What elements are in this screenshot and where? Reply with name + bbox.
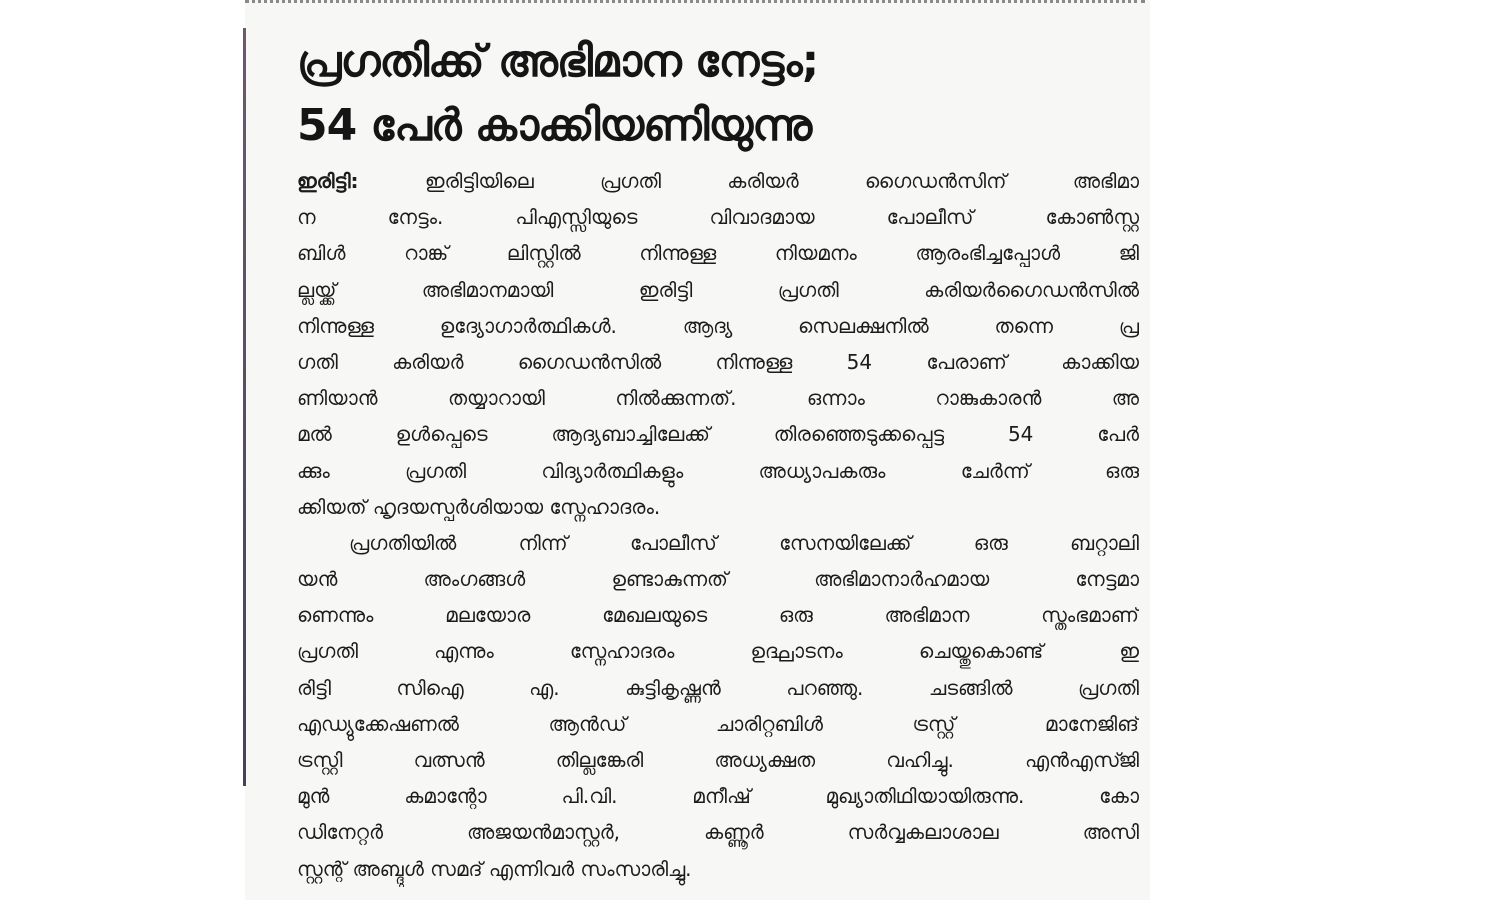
article-line-11: പ്രഗതിയിൽ നിന്ന് പോലീസ് സേനയിലേക്ക് ഒരു ബറ്റാലി	[349, 530, 1139, 555]
article-line-8: മൽ ഉൾപ്പെടെ ആദ്യബാച്ചിലേക്ക് തിരഞ്ഞെടുക്കപ്പെട്ട 54 പേർ	[297, 422, 1139, 447]
article-line-3: ബിൾ റാങ്ക് ലിസ്റ്റിൽ നിന്നുള്ള നിയമനം ആരംഭിച്ചപ്പോൾ ജി	[297, 241, 1139, 266]
article-line-13: ണെന്നും മലയോര മേഖലയുടെ ഒരു അഭിമാന സ്തംഭമാണ്	[297, 603, 1139, 628]
article-line-10: ക്കിയത് ഹൃദയസ്പർശിയായ സ്നേഹാദരം.	[297, 494, 661, 519]
headline-line-2: 54 പേർ കാക്കിയണിയുന്നു	[297, 100, 812, 151]
top-dotted-divider	[245, 0, 1145, 7]
column-divider-line	[243, 28, 246, 786]
article-line-4: ല്ലയ്ക്ക് അഭിമാനമായി ഇരിട്ടി പ്രഗതി കരിയർഗൈഡൻസിൽ	[297, 277, 1139, 302]
article-line-14: പ്രഗതി എന്നും സ്നേഹാദരം ഉദ്ഘാടനം ചെയ്തുകൊണ്ട് ഇ	[297, 639, 1139, 664]
article-line-15: രിട്ടി സിഐ എ. കുട്ടികൃഷ്ണൻ പറഞ്ഞു. ചടങ്ങിൽ പ്രഗതി	[297, 675, 1139, 700]
headline-line-1: പ്രഗതിക്ക് അഭിമാന നേട്ടം;	[297, 36, 819, 87]
article-line-19: ഡിനേറ്റർ അജയൻമാസ്റ്റർ, കണ്ണൂർ സർവ്വകലാശാല അസി	[297, 820, 1139, 845]
article-line-1	[297, 163, 1139, 199]
article-line-2: ന നേട്ടം. പിഎസ്സിയുടെ വിവാദമായ പോലീസ് കോൺസ്റ്റ	[297, 205, 1139, 230]
article-line-7: ണിയാൻ തയ്യാറായി നിൽക്കുന്നത്. ഒന്നാം റാങ്കുകാരൻ അ	[297, 386, 1139, 411]
article-body	[297, 163, 1139, 887]
article-line-text: ഇരിട്ടിയിലെ പ്രഗതി കരിയർ ഗൈഡൻസിന് അഭിമാ	[424, 169, 1139, 193]
article-line-6: ഗതി കരിയർ ഗൈഡൻസിൽ നിന്നുള്ള 54 പേരാണ് കാക്കിയ	[297, 349, 1139, 374]
dateline: ഇരിട്ടി:	[297, 169, 359, 193]
article-headline	[297, 30, 1137, 158]
article-line-16: എഡ്യുക്കേഷണൽ ആൻഡ് ചാരിറ്റബിൾ ട്രസ്റ്റ് മാനേജിങ്	[297, 711, 1139, 736]
article-line-12: യൻ അംഗങ്ങൾ ഉണ്ടാകുന്നത് അഭിമാനാർഹമായ നേട്ടമാ	[297, 567, 1139, 592]
article-line-20: സ്റ്റന്റ് അബ്ദുൾ സമദ് എന്നിവർ സംസാരിച്ചു.	[297, 856, 692, 881]
article-line-9: ക്കും പ്രഗതി വിദ്യാർത്ഥികളും അധ്യാപകരും ചേർന്ന് ഒരു	[297, 458, 1139, 483]
article-line-18: മുൻ കമാന്റോ പി.വി. മനീഷ് മുഖ്യാതിഥിയായിരുന്നു. കോ	[297, 784, 1139, 809]
article-line-17: ട്രസ്റ്റി വത്സൻ തില്ലങ്കേരി അധ്യക്ഷത വഹിച്ചു. എൻഎസ്ജി	[297, 748, 1139, 772]
article-line-5: നിന്നുള്ള ഉദ്യോഗാർത്ഥികൾ. ആദ്യ സെലക്ഷനിൽ തന്നെ പ്ര	[297, 313, 1139, 338]
